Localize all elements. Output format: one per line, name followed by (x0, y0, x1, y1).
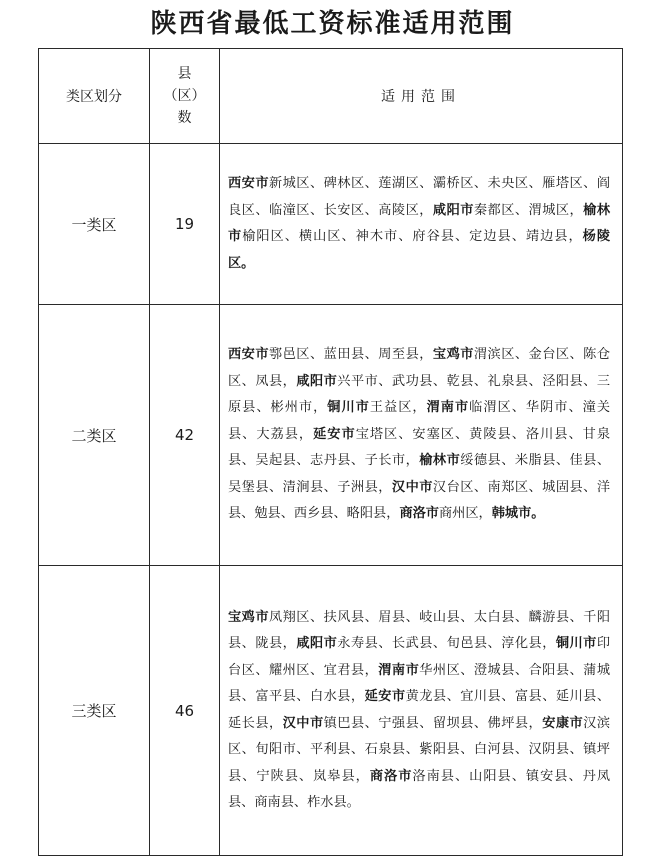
city-name: 延安市 (364, 689, 406, 704)
city-name: 渭南市 (426, 400, 470, 416)
city-name: 西安市 (228, 347, 269, 363)
page-title: 陕西省最低工资标准适用范围 (150, 9, 515, 39)
scope-cell (220, 144, 623, 305)
city-name: 铜川市 (327, 400, 370, 416)
city-name: 汉中市 (391, 479, 433, 495)
district-list: 汉台区、南郑区、城固县、洋县、勉县、西乡县、略阳县， (228, 479, 611, 522)
city-name: 渭南市 (378, 662, 420, 678)
header-count-line: （区） (163, 88, 206, 104)
district-list: 洛南县、山阳县、镇安县、丹凤县、商南县、柞水县。 (228, 768, 611, 810)
city-name: 商洛市 (399, 506, 439, 522)
header-count-line: 县 (177, 66, 192, 82)
district-list: 渭滨区、金台区、陈仓区、凤县， (228, 347, 611, 389)
district-list: 永寿县、长武县、旬邑县、淳化县， (337, 636, 556, 651)
district-list: 宝塔区、安塞区、黄陵县、洛川县、甘泉县、吴起县、志丹县、子长市， (228, 426, 611, 469)
county-count-cell: 42 (150, 305, 220, 566)
category-cell: 一类区 (39, 144, 150, 305)
district-list: 鄠邑区、蓝田县、周至县， (268, 347, 433, 363)
city-name: 铜川市 (555, 636, 597, 651)
city-name: 宝鸡市 (432, 347, 474, 363)
table-row (39, 144, 623, 305)
district-list: 榆阳区、横山区、神木市、府谷县、定边县、靖边县， (242, 229, 583, 244)
district-list: 兴平市、武功县、乾县、礼泉县、泾阳县、三原县、彬州市， (228, 373, 611, 416)
category-cell: 二类区 (39, 305, 150, 566)
district-list: 华州区、澄城县、合阳县、蒲城县、富平县、白水县， (228, 662, 611, 704)
district-list: 汉滨区、旬阳市、平利县、石泉县、紫阳县、白河县、汉阴县、镇坪县、宁陕县、岚皋县， (228, 715, 611, 784)
category-cell: 三类区 (39, 566, 150, 856)
district-list: 绥德县、米脂县、佳县、吴堡县、清涧县、子洲县， (228, 453, 611, 495)
district-list: 新城区、碑林区、莲湖区、灞桥区、未央区、雁塔区、阎良区、临潼区、长安区、高陵区， (228, 176, 611, 218)
district-list: 印台区、耀州区、宜君县， (228, 636, 611, 678)
city-name: 商洛市 (369, 768, 413, 784)
city-name: 咸阳市 (296, 373, 338, 389)
city-name: 汉中市 (282, 715, 324, 731)
header-scope: 适用范围 (220, 49, 623, 144)
city-name: 咸阳市 (296, 636, 338, 651)
district-list: 黄龙县、宜川县、富县、延川县、延长县， (228, 689, 611, 731)
table-row (39, 566, 623, 856)
city-name: 咸阳市 (432, 202, 474, 218)
district-list: 王益区， (369, 400, 427, 416)
city-name: 韩城市。 (491, 506, 545, 522)
city-name: 榆林市 (228, 202, 611, 244)
city-name: 延安市 (313, 426, 356, 442)
scope-cell (220, 566, 623, 856)
city-name: 西安市 (228, 176, 269, 191)
district-list: 临渭区、华阴市、潼关县、大荔县， (228, 400, 611, 442)
header-count-line: 数 (177, 110, 192, 126)
header-row (39, 49, 623, 144)
table-row (39, 305, 623, 566)
city-name: 榆林市 (419, 453, 461, 469)
district-list: 秦都区、渭城区， (473, 202, 584, 218)
district-list: 商州区， (439, 506, 492, 522)
county-count-cell: 46 (150, 566, 220, 856)
district-list: 凤翔区、扶风县、眉县、岐山县、太白县、麟游县、千阳县、陇县， (228, 609, 611, 651)
min-wage-scope-table (38, 48, 623, 856)
city-name: 安康市 (542, 715, 584, 731)
header-county-count (150, 49, 220, 144)
scope-cell (220, 305, 623, 566)
city-name: 杨陵区。 (228, 229, 611, 271)
district-list: 镇巴县、宁强县、留坝县、佛坪县， (323, 715, 543, 731)
header-category: 类区划分 (39, 49, 150, 144)
city-name: 宝鸡市 (228, 609, 269, 625)
county-count-cell: 19 (150, 144, 220, 305)
